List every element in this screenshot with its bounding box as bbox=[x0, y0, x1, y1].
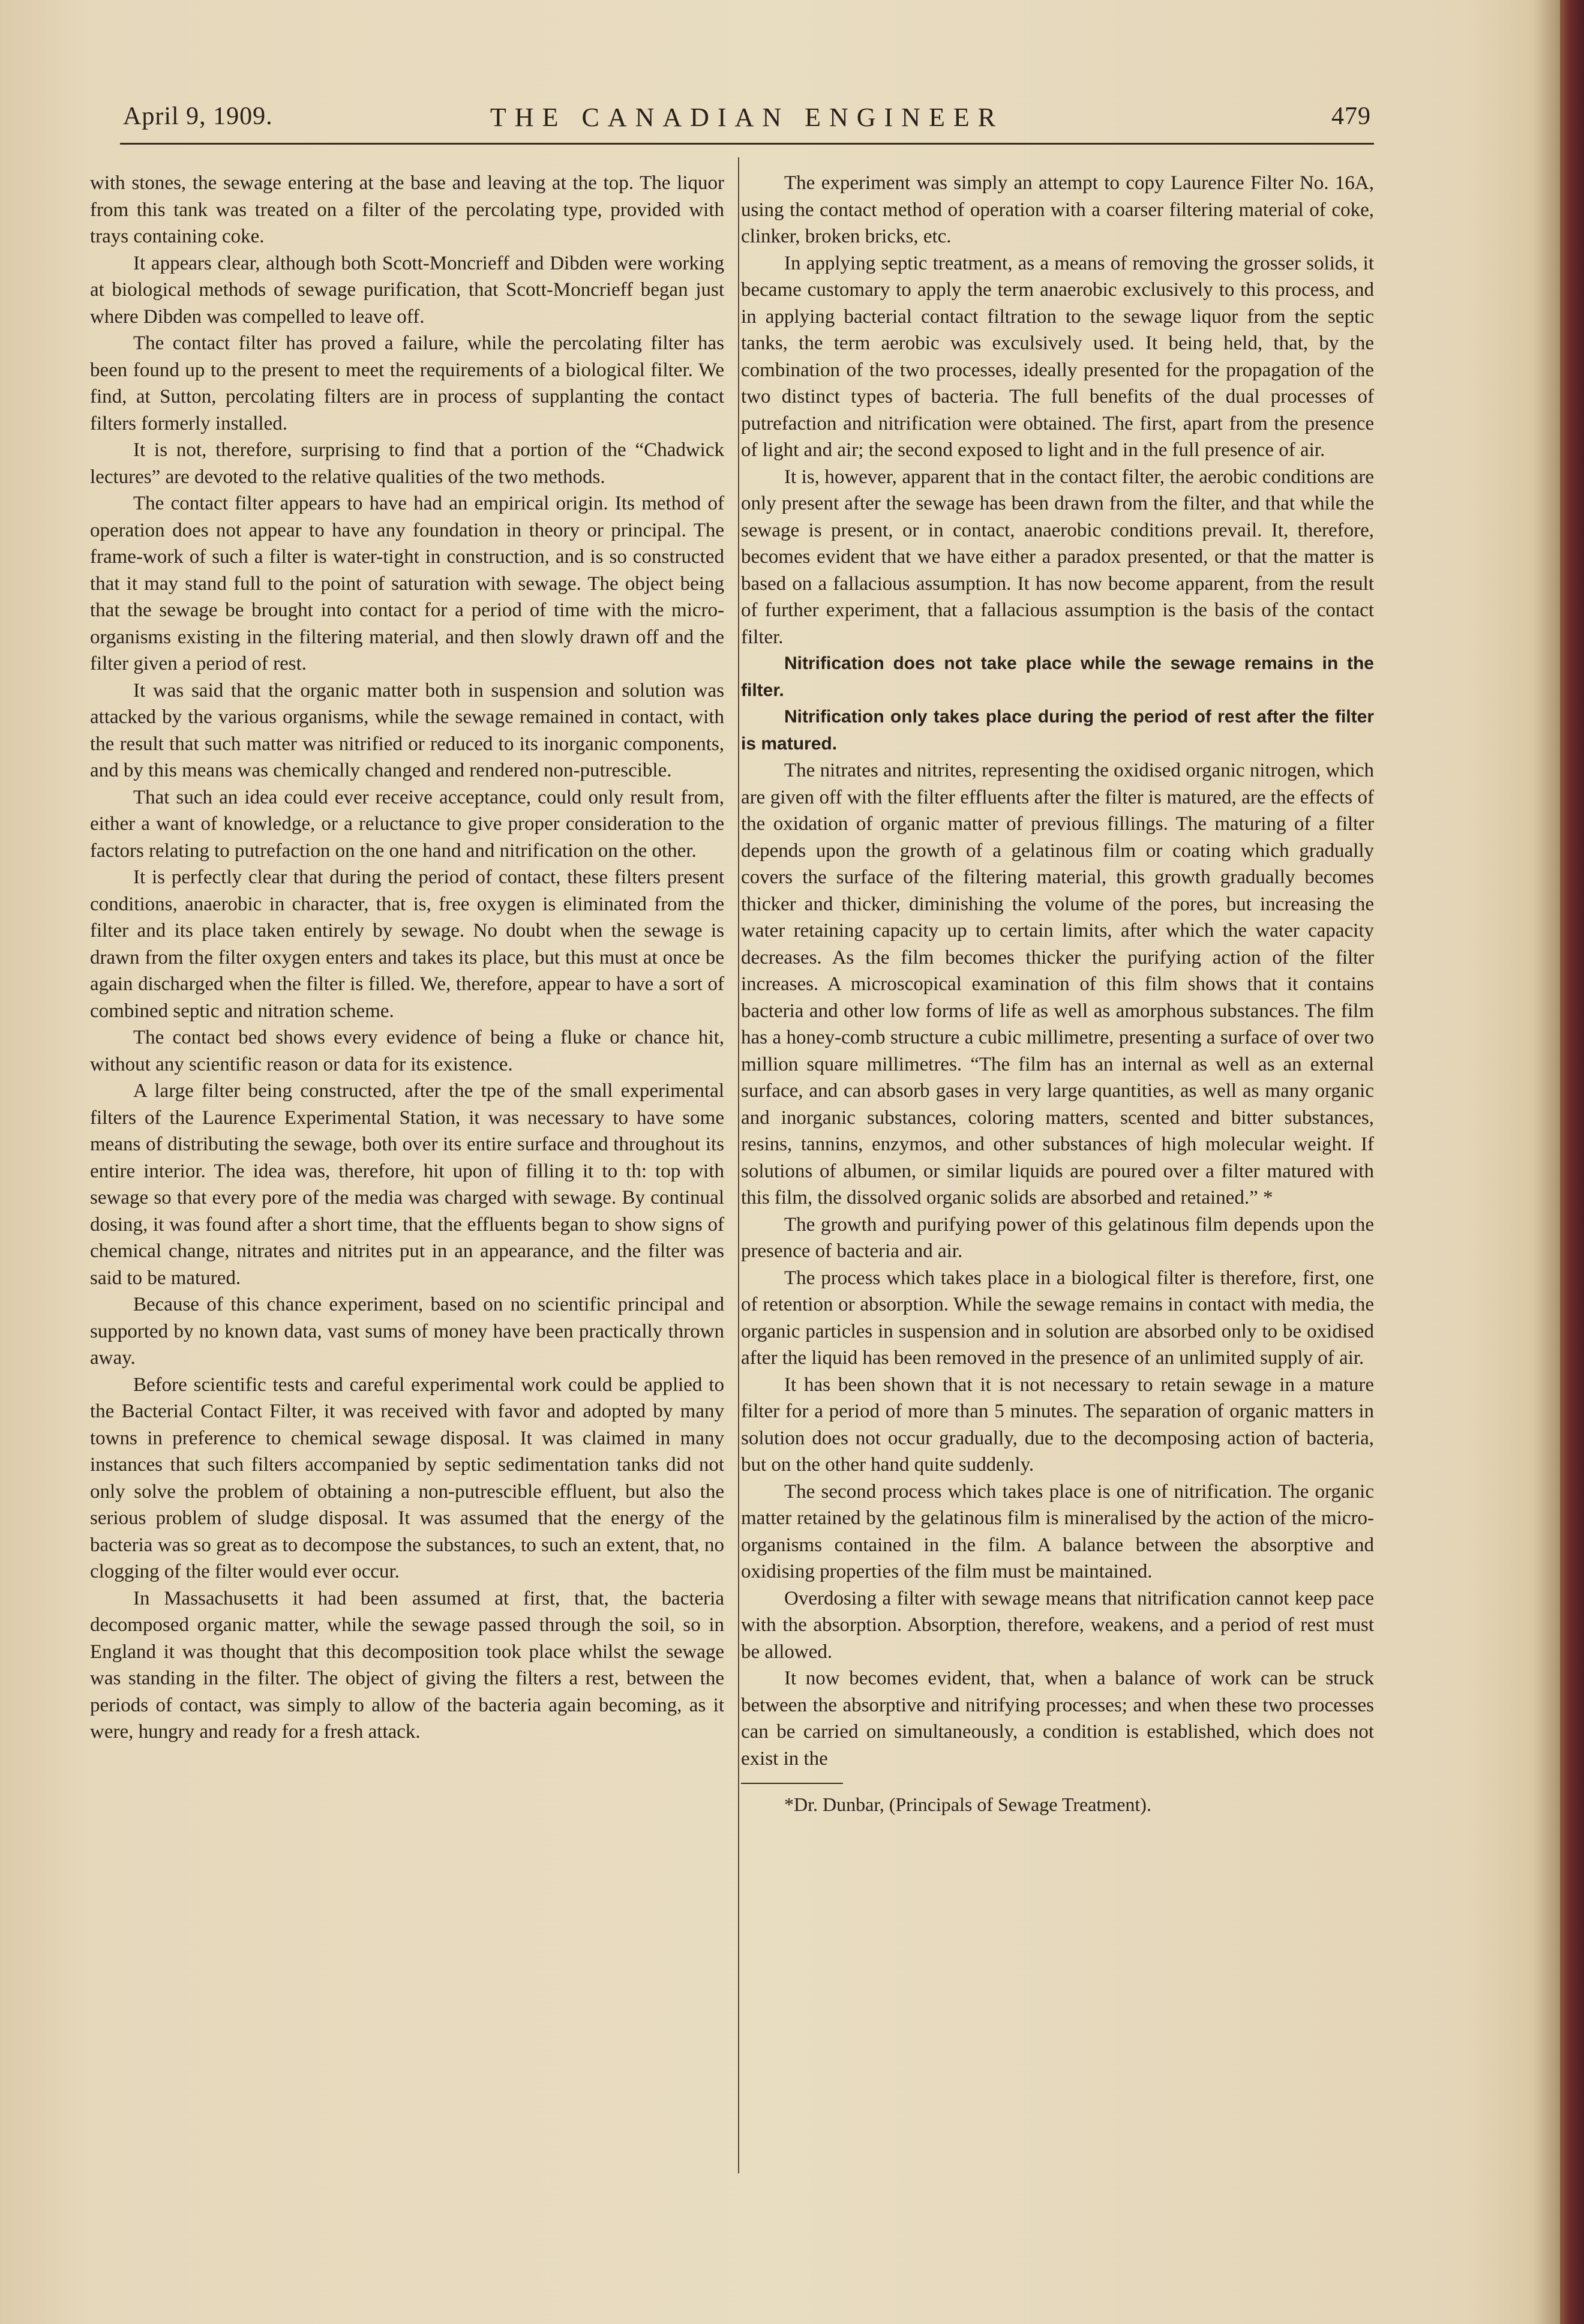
page-header bbox=[123, 102, 1371, 138]
paragraph: The nitrates and nitrites, representing the oxidised organic nitrogen, which are given off with the filter effluents after the filter is matured, are the effects of the oxidation of organic matter of previous fillings. The maturing of a filter depends upon the growth of a gelatinous film or coating which gradually covers the surface of the filtering material, this growth gradually becomes thicker and thicker, diminishing the volume of the pores, but increasing the water retaining capacity up to certain limits, after which the water capacity decreases. As the film becomes thicker the purifying action of the filter increases. A microscopical examination of this film shows that it contains bacteria and other low forms of life as well as amorphous substances. The film has a honey-comb structure a cubic millimetre, presenting a surface of over two million square millimetres. “The film has an internal as well as an external surface, and can absorb gases in very large quantities, as well as many organic and inorganic substances, coloring matters, scented and bitter substances, resins, tannins, enzymos, and other substances of high molecular weight. If solutions of albumen, or similar liquids are poured over a filter matured with this film, the dissolved organic solids are absorbed and retained.” * bbox=[741, 760, 1374, 1209]
paragraph: In Massachusetts it had been assumed at first, that, the bacteria decomposed organic matter, while the sewage passed through the soil, so in England it was thought that this decomposition took place whilst the sewage was standing in the filter. The object of giving the filters a rest, between the periods of contact, was simply to allow of the bacteria again becoming, as it were, hungry and ready for a fresh attack. bbox=[90, 1587, 724, 1743]
paragraph: It now becomes evident, that, when a balance of work can be struck between the absorptive and nitrifying processes; and when these two processes can be carried on simultaneously, a condition is established, which does not exist in the bbox=[741, 1668, 1374, 1770]
paragraph: A large filter being constructed, after the tpe of the small experimental filters of the Laurence Experimental Station, it was necessary to have some means of distributing the sewage, both over its entire surface and throughout its entire interior. The idea was, therefore, hit upon of filling it to th: top with sewage so that every pore of the media was charged with sewage. By continual dosing, it was found after a short time, that the effluents began to show signs of chemical change, nitrates and nitrites put in an appearance, and the filter was said to be matured. bbox=[90, 1080, 724, 1289]
paragraph: The contact bed shows every evidence of being a fluke or chance hit, without any scientific reason or data for its existence. bbox=[90, 1027, 724, 1075]
paragraph: Because of this chance experiment, based on no scientific principal and supported by no known data, vast sums of money have been practically thrown away. bbox=[90, 1294, 724, 1369]
paragraph: Overdosing a filter with sewage means that nitrification cannot keep pace with the absorption. Absorption, therefore, weakens, and a period of rest must be allowed. bbox=[741, 1587, 1374, 1663]
right-column bbox=[741, 170, 1374, 1818]
paragraph: It has been shown that it is not necessary to retain sewage in a mature filter for a period of more than 5 minutes. The separation of organic matters in solution does not occur gradually, due to the decomposing action of bacteria, but on the other hand quite suddenly. bbox=[741, 1374, 1374, 1476]
left-column bbox=[90, 170, 724, 1746]
header-rule bbox=[120, 143, 1374, 145]
paragraph: It is perfectly clear that during the period of contact, these filters present conditions, anaerobic in character, that is, free oxygen is eliminated from the filter and its place taken entirely by sewage. No doubt when the sewage is drawn from the filter oxygen enters and takes its place, but this must at once be again discharged when the filter is filled. We, therefore, appear to have a sort of combined septic and nitration scheme. bbox=[90, 866, 724, 1022]
paragraph: It appears clear, although both Scott-Moncrieff and Dibden were working at biological methods of sewage purification, that Scott-Moncrieff began just where Dibden was compelled to leave off. bbox=[90, 252, 724, 328]
paragraph: It was said that the organic matter both in suspension and solution was attacked by the various organisms, while the sewage remained in contact, with the result that such matter was nitrified or reduced to its inorganic components, and by this means was chemically changed and rendered non-putrescible. bbox=[90, 679, 724, 781]
page-number: 479 bbox=[1331, 103, 1371, 130]
publication-title: THE CANADIAN ENGINEER bbox=[490, 103, 1004, 132]
paragraph: That such an idea could ever receive acceptance, could only result from, either a want of knowledge, or a reluctance to give proper consideration to the factors relating to putrefaction on the one hand and nitrification on the other. bbox=[90, 786, 724, 862]
paragraph: It is, however, apparent that in the contact filter, the aerobic conditions are only present after the sewage has been drawn from the filter, and that while the sewage is present, or in contact, anaerobic conditions prevail. It, therefore, becomes evident that we have either a paradox presented, or that the matter is based on a fallacious assumption. It has now become apparent, from the result of further experiment, that a fallacious assumption is the basis of the contact filter. bbox=[741, 466, 1374, 648]
paragraph: The growth and purifying power of this gelatinous film depends upon the presence of bacteria and air. bbox=[741, 1213, 1374, 1262]
book-cover-edge bbox=[1560, 0, 1584, 2324]
paragraph: The process which takes place in a biological filter is therefore, first, one of retention or absorption. While the sewage remains in contact with media, the organic particles in suspension and in solution are absorbed only to be oxidised after the liquid has been removed in the presence of an unlimited supply of air. bbox=[741, 1267, 1374, 1369]
paragraph: The contact filter appears to have had an empirical origin. Its method of operation does not appear to have any foundation in theory or principal. The frame-work of such a filter is water-tight in construction, and is so constructed that it may stand full to the point of saturation with sewage. The object being that the sewage be brought into contact for a period of time with the micro-organisms existing in the filtering material, and then slowly drawn off and the filter given a period of rest. bbox=[90, 493, 724, 674]
paragraph: The second process which takes place is one of nitrification. The organic matter retained by the gelatinous film is mineralised by the action of the micro-organisms contained in the film. A balance between the absorptive and oxidising properties of the film must be maintained. bbox=[741, 1480, 1374, 1582]
issue-date: April 9, 1909. bbox=[123, 103, 273, 130]
paragraph: The contact filter has proved a failure, while the percolating filter has been found up to the present to meet the requirements of a biological filter. We find, at Sutton, percolating filters are in process of supplanting the contact filters formerly installed. bbox=[90, 332, 724, 434]
paragraph: with stones, the sewage entering at the base and leaving at the top. The liquor from this tank was treated on a filter of the percolating type, provided with trays containing coke. bbox=[90, 172, 724, 247]
bold-statement: Nitrification does not take place while the sewage remains in the filter. bbox=[741, 653, 1374, 700]
paragraph: In applying septic treatment, as a means of removing the grosser solids, it became customary to apply the term anaerobic exclusively to this process, and in applying bacterial contact filtration to the sewage liquor from the septic tanks, the term aerobic was exculsively used. It being held, that, by the combination of the two processes, ideally presented for the propagation of the two distinct types of bacteria. The full benefits of the dual processes of putrefaction and nitrification were obtained. The first, apart from the presence of light and air; the second exposed to light and in the full presence of air. bbox=[741, 252, 1374, 461]
footnote-rule bbox=[741, 1783, 843, 1784]
footnote: *Dr. Dunbar, (Principals of Sewage Treatment). bbox=[784, 1794, 1151, 1815]
paragraph: The experiment was simply an attempt to copy Laurence Filter No. 16A, using the contact method of operation with a coarser filtering material of coke, clinker, broken bricks, etc. bbox=[741, 172, 1374, 247]
paragraph: It is not, therefore, surprising to find that a portion of the “Chadwick lectures” are devoted to the relative qualities of the two methods. bbox=[90, 439, 724, 488]
bold-statement: Nitrification only takes place during the period of rest after the filter is matured. bbox=[741, 707, 1374, 754]
page-edge-shadow bbox=[1533, 0, 1560, 2324]
column-divider bbox=[738, 157, 739, 2173]
paragraph: Before scientific tests and careful experimental work could be applied to the Bacterial Contact Filter, it was received with favor and adopted by many towns in preference to chemical sewage disposal. It was claimed in many instances that such filters accompanied by septic sedimentation tanks did not only solve the problem of obtaining a non-putrescible effluent, but also the serious problem of sludge disposal. It was assumed that the energy of the bacteria was so great as to decompose the substances, to such an extent, that, no clogging of the filter would ever occur. bbox=[90, 1374, 724, 1582]
